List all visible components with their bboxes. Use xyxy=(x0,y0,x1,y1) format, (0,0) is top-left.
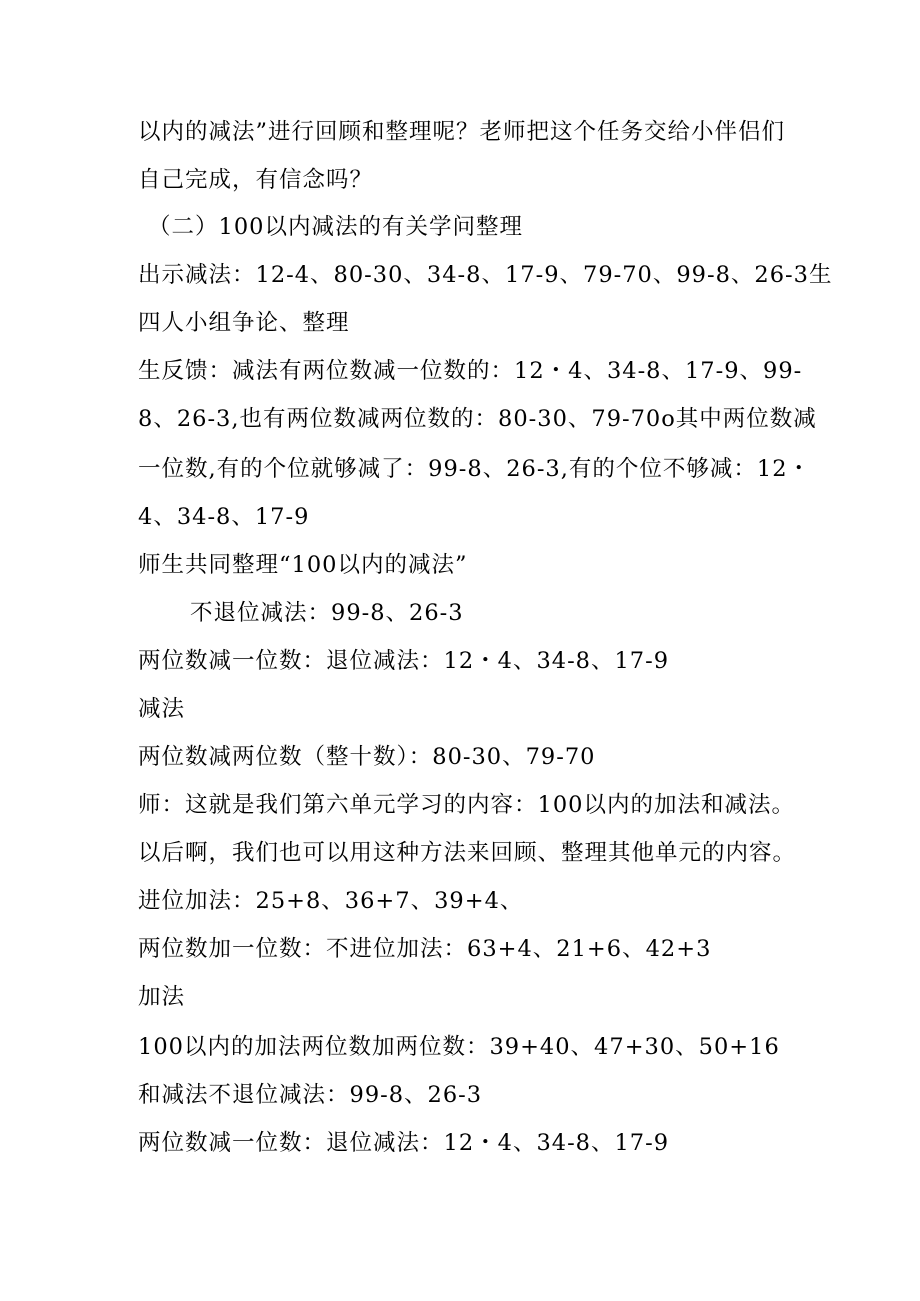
text-line-22: 两位数减一位数：退位减法：12・4、34-8、17-9 xyxy=(138,1130,670,1156)
text-line-12: 两位数减一位数：退位减法：12・4、34-8、17-9 xyxy=(138,648,670,674)
text-line-10: 师生共同整理“100以内的减法” xyxy=(138,552,468,578)
text-line-17: 进位加法：25+8、36+7、39+4、 xyxy=(138,888,524,914)
text-line-18: 两位数加一位数：不进位加法：63+4、21+6、42+3 xyxy=(138,936,712,962)
text-line-11: 不退位减法：99-8、26-3 xyxy=(190,600,464,626)
text-line-13: 减法 xyxy=(138,696,186,722)
text-line-7: 8、26-3,也有两位数减两位数的：80-30、79-70o其中两位数减 xyxy=(138,406,817,432)
text-line-14: 两位数减两位数（整十数）：80-30、79-70 xyxy=(138,744,596,770)
text-line-19: 加法 xyxy=(138,984,186,1010)
text-line-20: 100以内的加法两位数加两位数：39+40、47+30、50+16 xyxy=(138,1034,780,1060)
text-line-1: 以内的减法”进行回顾和整理呢？老师把这个任务交给小伴侣们 xyxy=(138,119,786,145)
section-heading: （二）100以内减法的有关学问整理 xyxy=(148,214,523,240)
text-line-21: 和减法不退位减法：99-8、26-3 xyxy=(138,1082,483,1108)
text-line-16: 以后啊，我们也可以用这种方法来回顾、整理其他单元的内容。 xyxy=(138,840,797,866)
text-line-5: 四人小组争论、整理 xyxy=(138,310,350,336)
text-line-2: 自己完成，有信念吗？ xyxy=(138,167,374,193)
text-line-15: 师：这就是我们第六单元学习的内容：100以内的加法和减法。 xyxy=(138,792,795,818)
text-line-4: 出示减法：12-4、80-30、34-8、17-9、79-70、99-8、26-3生 xyxy=(138,262,833,288)
text-line-6: 生反馈：减法有两位数减一位数的：12・4、34-8、17-9、99- xyxy=(138,358,803,384)
text-line-8: 一位数,有的个位就够减了：99-8、26-3,有的个位不够减：12・ xyxy=(138,456,812,482)
text-line-9: 4、34-8、17-9 xyxy=(138,504,310,530)
